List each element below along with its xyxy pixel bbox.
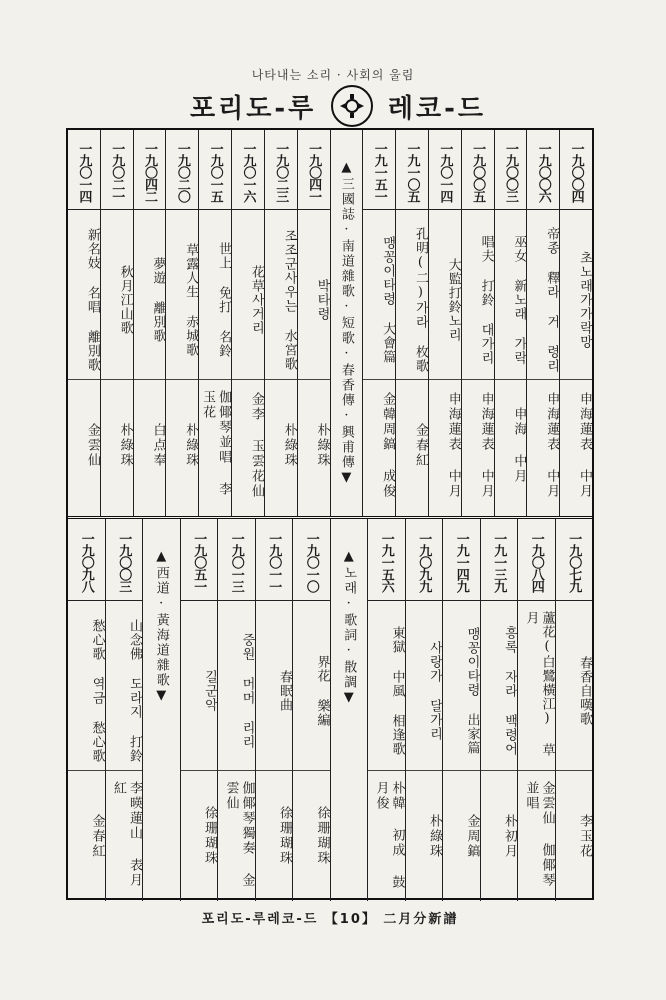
record-number: 一九〇七九 bbox=[556, 519, 593, 601]
record-performer: 白点奉 bbox=[150, 422, 166, 468]
record-number: 一九一五六 bbox=[368, 519, 405, 601]
record-title: 중원 머머 리리 bbox=[218, 601, 255, 771]
record-entry bbox=[297, 130, 330, 516]
record-number: 一九〇五一 bbox=[181, 519, 218, 601]
record-performer: 金春紅 bbox=[412, 422, 428, 468]
record-performer: 申海 中月 bbox=[511, 406, 527, 484]
record-performer: 申海蓮表 中月 bbox=[478, 391, 494, 499]
record-title: 帝종 釋라 거 령리 bbox=[527, 210, 559, 380]
record-performer: 金李 玉雲花仙 bbox=[248, 391, 264, 499]
record-title: 唱夫 打鈴 대가리 bbox=[462, 210, 494, 380]
record-number: 一九〇〇六 bbox=[527, 130, 559, 210]
record-performer: 朴韓 初成 鼓月俊 bbox=[373, 781, 405, 890]
record-entry bbox=[494, 130, 527, 516]
record-entry bbox=[292, 519, 330, 901]
record-number: 一九〇一五 bbox=[199, 130, 231, 210]
record-number: 一九〇二三 bbox=[265, 130, 297, 210]
record-number: 一九〇〇三 bbox=[106, 519, 143, 601]
record-performer: 金周鎬 bbox=[464, 813, 480, 859]
record-number: 一九〇八四 bbox=[518, 519, 555, 601]
record-title: 夢遊 離別歌 bbox=[134, 210, 166, 380]
record-title: 巫女 新노래 가락 bbox=[495, 210, 527, 380]
record-entry bbox=[198, 130, 231, 516]
record-performer: 申海蓮表 中月 bbox=[577, 391, 592, 499]
record-title: 사랑가 달가리 bbox=[406, 601, 443, 771]
record-title: 新名妓 名唱 離別歌 bbox=[68, 210, 100, 380]
record-title: 春眠曲 bbox=[256, 601, 293, 771]
record-title: 조조군사우는 水宮歌 bbox=[265, 210, 297, 380]
record-number: 一九〇一六 bbox=[232, 130, 264, 210]
record-entry bbox=[442, 519, 480, 901]
record-number: 一九一五一 bbox=[363, 130, 395, 210]
record-entry bbox=[105, 519, 143, 901]
record-entry bbox=[405, 519, 443, 901]
record-number: 一九〇二〇 bbox=[166, 130, 198, 210]
record-performer: 申海蓮表 中月 bbox=[445, 391, 461, 499]
record-title: 길군악 bbox=[181, 601, 218, 771]
record-entry bbox=[68, 519, 105, 901]
record-title: 초노래가가락망 bbox=[560, 210, 592, 380]
record-entry bbox=[362, 130, 395, 516]
record-performer: 金雲仙 伽倻琴並唱 bbox=[523, 781, 555, 888]
emblem-icon bbox=[331, 85, 373, 127]
record-entry bbox=[367, 519, 405, 901]
record-performer: 金雲仙 bbox=[84, 422, 100, 468]
record-number: 一九〇一〇 bbox=[293, 519, 330, 601]
record-number: 一九〇一四 bbox=[429, 130, 461, 210]
record-number: 一九〇九九 bbox=[406, 519, 443, 601]
record-entry bbox=[231, 130, 264, 516]
record-performer: 朴綠珠 bbox=[427, 813, 442, 859]
record-entry bbox=[255, 519, 293, 901]
record-title: 界花 樂編 bbox=[293, 601, 330, 771]
record-performer: 徐珊瑚珠 bbox=[314, 806, 330, 866]
record-title: 흥록 자라 백령어 bbox=[481, 601, 518, 771]
header-tagline: 나타내는 소리 · 사회의 울림 bbox=[251, 68, 415, 82]
record-title: 맹꽁이타령 大會篇 bbox=[363, 210, 395, 380]
record-performer: 朴初月 bbox=[502, 813, 517, 859]
record-number: 一九〇一三 bbox=[218, 519, 255, 601]
record-number: 一九一三九 bbox=[481, 519, 518, 601]
record-entry bbox=[100, 130, 133, 516]
record-number: 一九〇四二 bbox=[134, 130, 166, 210]
record-entry bbox=[395, 130, 428, 516]
record-entry bbox=[133, 130, 166, 516]
record-number: 一九〇一一 bbox=[256, 519, 293, 601]
record-performer: 徐珊瑚珠 bbox=[277, 806, 292, 866]
record-title: 大監打鈴노리 bbox=[429, 210, 461, 380]
record-title: 世上 免打 名鈴 bbox=[199, 210, 231, 380]
record-number: 一九〇二一 bbox=[101, 130, 133, 210]
record-performer: 金韓周鎬 成俊 bbox=[380, 391, 396, 499]
record-performer: 李玉花 bbox=[577, 813, 592, 859]
record-entry bbox=[217, 519, 255, 901]
record-number: 一九一四九 bbox=[443, 519, 480, 601]
record-entry bbox=[461, 130, 494, 516]
record-performer: 朴綠珠 bbox=[117, 422, 133, 468]
brand-title-right: 레코-드 bbox=[387, 93, 486, 124]
record-title: 박타령 bbox=[298, 210, 330, 380]
record-number: 一九〇〇四 bbox=[560, 130, 592, 210]
record-entry bbox=[165, 130, 198, 516]
record-title: 秋月江山歌 bbox=[101, 210, 133, 380]
record-entry bbox=[428, 130, 461, 516]
record-performer: 徐珊瑚珠 bbox=[202, 806, 217, 866]
record-number: 一九一〇五 bbox=[396, 130, 428, 210]
record-performer: 金春紅 bbox=[89, 813, 105, 859]
record-number: 一九〇〇三 bbox=[495, 130, 527, 210]
record-title: 草露人生 赤城歌 bbox=[166, 210, 198, 380]
record-title: 蘆花(白鷺橫江) 草月 bbox=[518, 601, 555, 771]
record-title: 孔明(二)가라 枚歌 bbox=[396, 210, 428, 380]
record-entry bbox=[559, 130, 592, 516]
record-performer: 伽倻琴並唱 李玉花 bbox=[200, 390, 232, 497]
record-title: 春香自嘆歌 bbox=[556, 601, 593, 771]
page-footer: 포리도-루레코-드 【10】 二月分新譜 bbox=[201, 912, 459, 927]
record-entry bbox=[555, 519, 593, 901]
record-number: 一九〇一四 bbox=[68, 130, 100, 210]
record-performer: 朴綠珠 bbox=[314, 422, 330, 468]
catalog-table bbox=[66, 128, 594, 900]
brand-title-left: 포리도-루 bbox=[190, 93, 317, 124]
record-performer: 李暎蓮山 表月紅 bbox=[111, 781, 142, 888]
record-number: 一九〇四一 bbox=[298, 130, 330, 210]
record-entry bbox=[480, 519, 518, 901]
record-entry bbox=[68, 130, 100, 516]
record-title: 맹꽁이타령 出家篇 bbox=[443, 601, 480, 771]
record-performer: 朴綠珠 bbox=[183, 422, 199, 468]
record-title: 東獄 中風 相逢歌 bbox=[368, 601, 405, 771]
section-heading: ▲三國誌·南道雜歌·短歌·春香傳·興甫傳▼ bbox=[330, 130, 363, 516]
catalog-header bbox=[190, 84, 486, 128]
section-heading: ▲西道·黃海道雜歌▼ bbox=[142, 519, 180, 901]
catalog-bottom-row bbox=[68, 516, 592, 901]
record-performer: 申海蓮表 中月 bbox=[544, 391, 560, 499]
record-number: 一九〇九八 bbox=[68, 519, 105, 601]
record-entry bbox=[517, 519, 555, 901]
emblem-graphic bbox=[337, 91, 367, 121]
record-performer: 朴綠珠 bbox=[281, 422, 297, 468]
catalog-top-row bbox=[68, 130, 592, 516]
record-title: 花草사거리 bbox=[232, 210, 264, 380]
record-number: 一九〇〇五 bbox=[462, 130, 494, 210]
section-heading: ▲노래·歌詞·散調▼ bbox=[330, 519, 368, 901]
record-title: 愁心歌 역금 愁心歌 bbox=[68, 601, 105, 771]
record-title: 山念佛 도라지 打鈴 bbox=[106, 601, 143, 771]
record-entry bbox=[264, 130, 297, 516]
record-entry bbox=[526, 130, 559, 516]
record-entry bbox=[180, 519, 218, 901]
record-performer: 伽倻琴獨奏 金雲仙 bbox=[223, 781, 255, 888]
